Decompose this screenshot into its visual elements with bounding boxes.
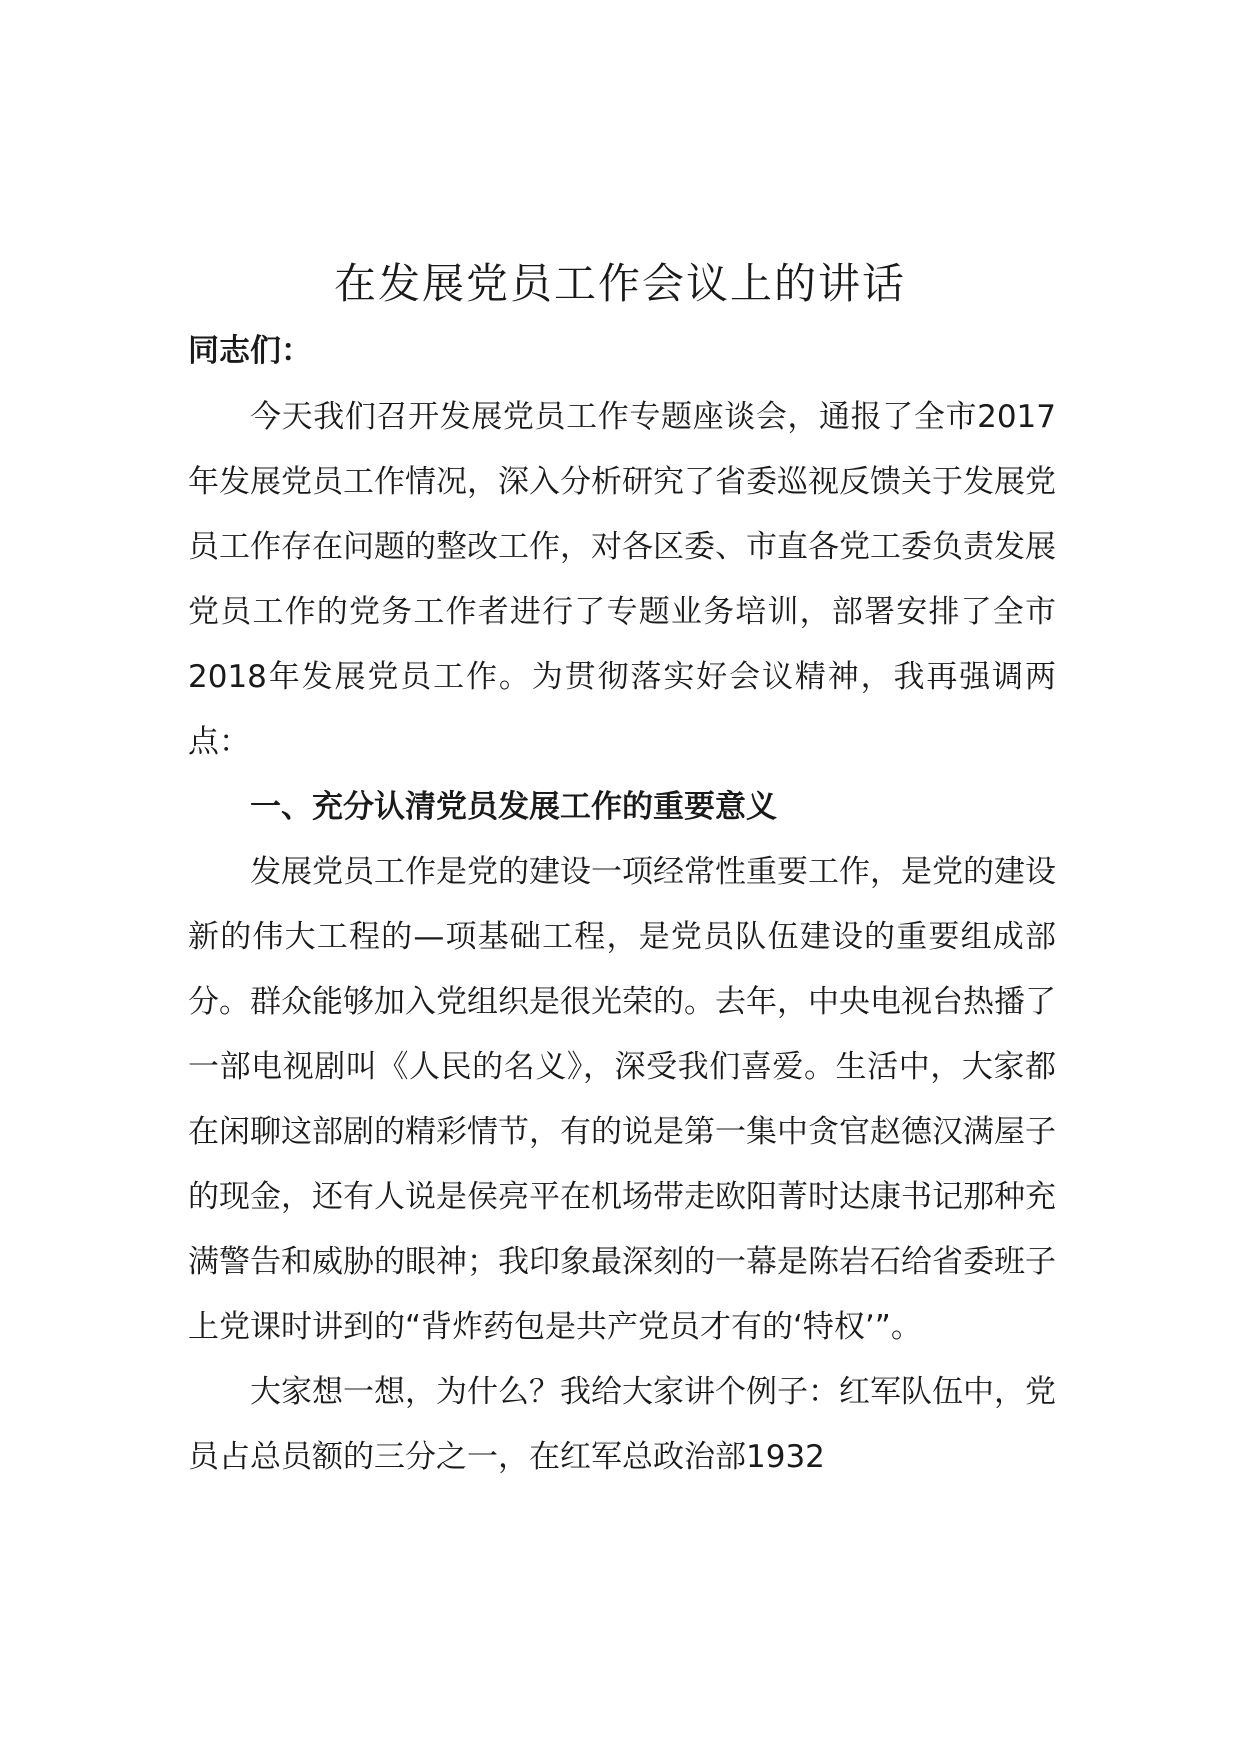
document-body (188, 323, 1056, 1490)
section1-paragraph-1: 发展党员工作是党的建设一项经常性重要工作，是党的建设新的伟大工程的—项基础工程，是党员队伍建设的重要组成部分。群众能够加入党组织是很光荣的。去年，中央电视台热播了一部电视剧叫《人民的名义》，深受我们喜爱。生活中，大家都在闲聊这部剧的精彩情节，有的说是第一集中贪官赵德汉满屋子的现金，还有人说是侯亮平在机场带走欧阳菁时达康书记那种充满警告和威胁的眼神；我印象最深刻的一幕是陈岩石给省委班子上党课时讲到的“背炸药包是共产党员才有的‘特权’”。 (188, 854, 1056, 1345)
section1-paragraph-2: 大家想一想，为什么？我给大家讲个例子：红军队伍中，党员占总员额的三分之一，在红军总政治部1932 (188, 1374, 1056, 1475)
intro-paragraph: 今天我们召开发展党员工作专题座谈会，通报了全市2017年发展党员工作情况，深入分析研究了省委巡视反馈关于发展党员工作存在问题的整改工作，对各区委、市直各党工委负责发展党员工作的党务工作者进行了专题业务培训，部署安排了全市2018年发展党员工作。为贯彻落实好会议精神，我再强调两点： (188, 399, 1056, 760)
salutation: 同志们： (188, 333, 312, 369)
section-heading-1: 一、充分认清党员发展工作的重要意义 (250, 789, 777, 825)
document-title: 在发展党员工作会议上的讲话 (333, 259, 906, 308)
